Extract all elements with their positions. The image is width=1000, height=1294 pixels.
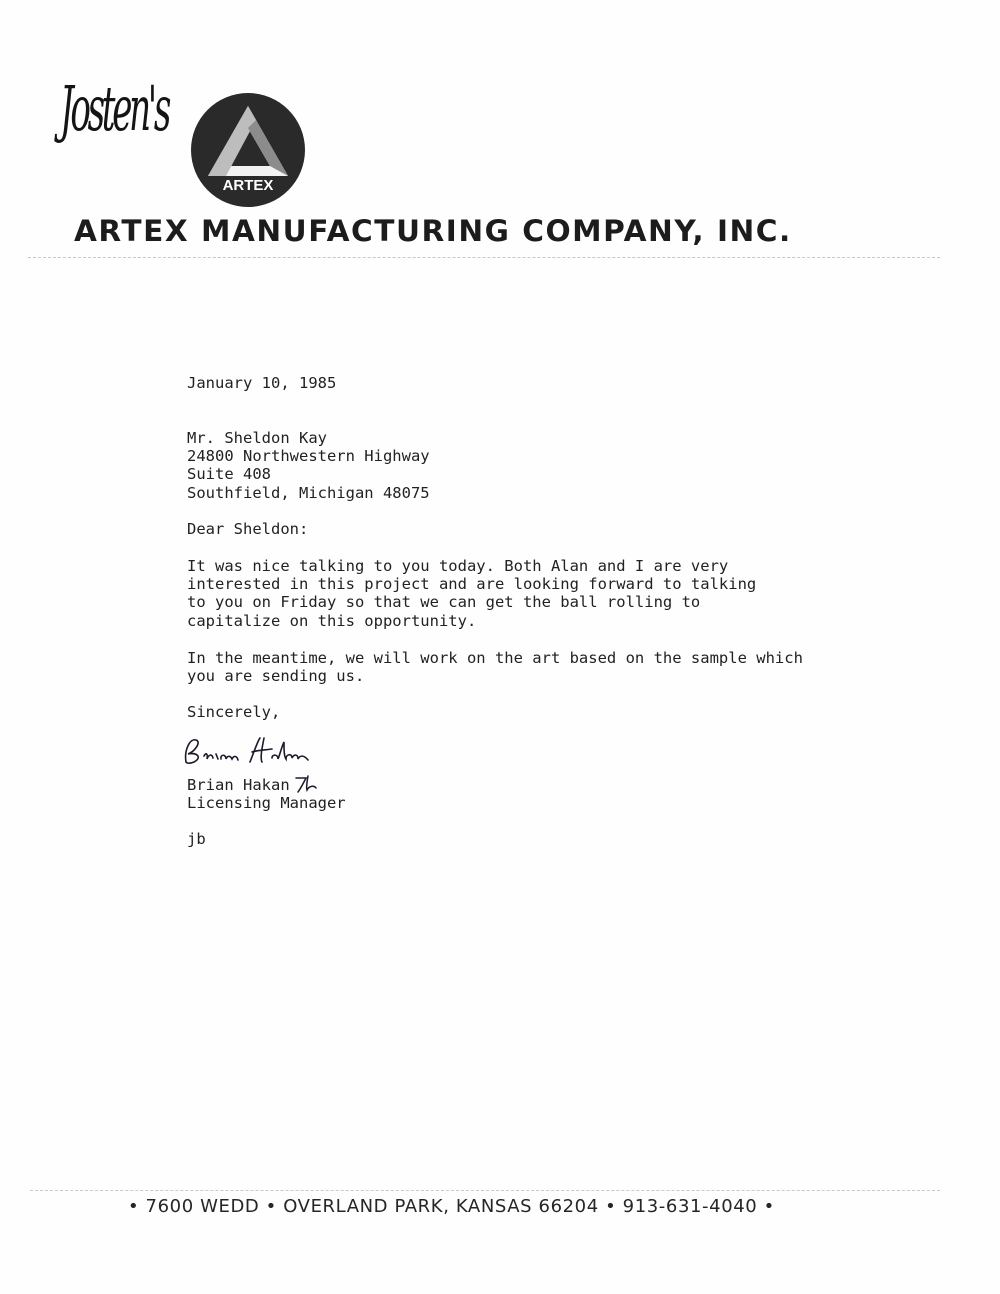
artex-logo <box>190 92 306 208</box>
signer-title: Licensing Manager <box>187 794 346 812</box>
artex-logo-text: ARTEX <box>222 177 274 194</box>
body-paragraph: It was nice talking to you today. Both Alan and I are very interested in this project and are looking forward to talking to you on Friday so that we can get the ball rolling to capitalize on this opportunity. <box>187 557 757 630</box>
signer-name: Brian Hakan <box>187 776 290 794</box>
recipient-line: Mr. Sheldon Kay <box>187 429 327 447</box>
handwritten-initials <box>292 772 322 794</box>
recipient-address <box>187 429 430 502</box>
company-name: ARTEX MANUFACTURING COMPANY, INC. <box>74 214 792 248</box>
letterhead-divider <box>28 257 940 258</box>
recipient-line: 24800 Northwestern Highway <box>187 447 430 466</box>
recipient-line: Southfield, Michigan 48075 <box>187 483 430 502</box>
letter-date: January 10, 1985 <box>187 374 337 392</box>
typist-initials: jb <box>187 830 206 848</box>
footer-address: • 7600 WEDD • OVERLAND PARK, KANSAS 66204 • 913-631-4040 • <box>128 1196 775 1217</box>
closing: Sincerely, <box>187 703 281 721</box>
body-paragraph: In the meantime, we will work on the art based on the sample which you are sending us. <box>187 649 803 686</box>
handwritten-signature <box>180 732 330 772</box>
jostens-script-logo: Josten's <box>60 72 169 145</box>
footer-divider <box>30 1190 940 1191</box>
salutation: Dear Sheldon: <box>187 520 309 538</box>
recipient-line: Suite 408 <box>187 465 271 484</box>
